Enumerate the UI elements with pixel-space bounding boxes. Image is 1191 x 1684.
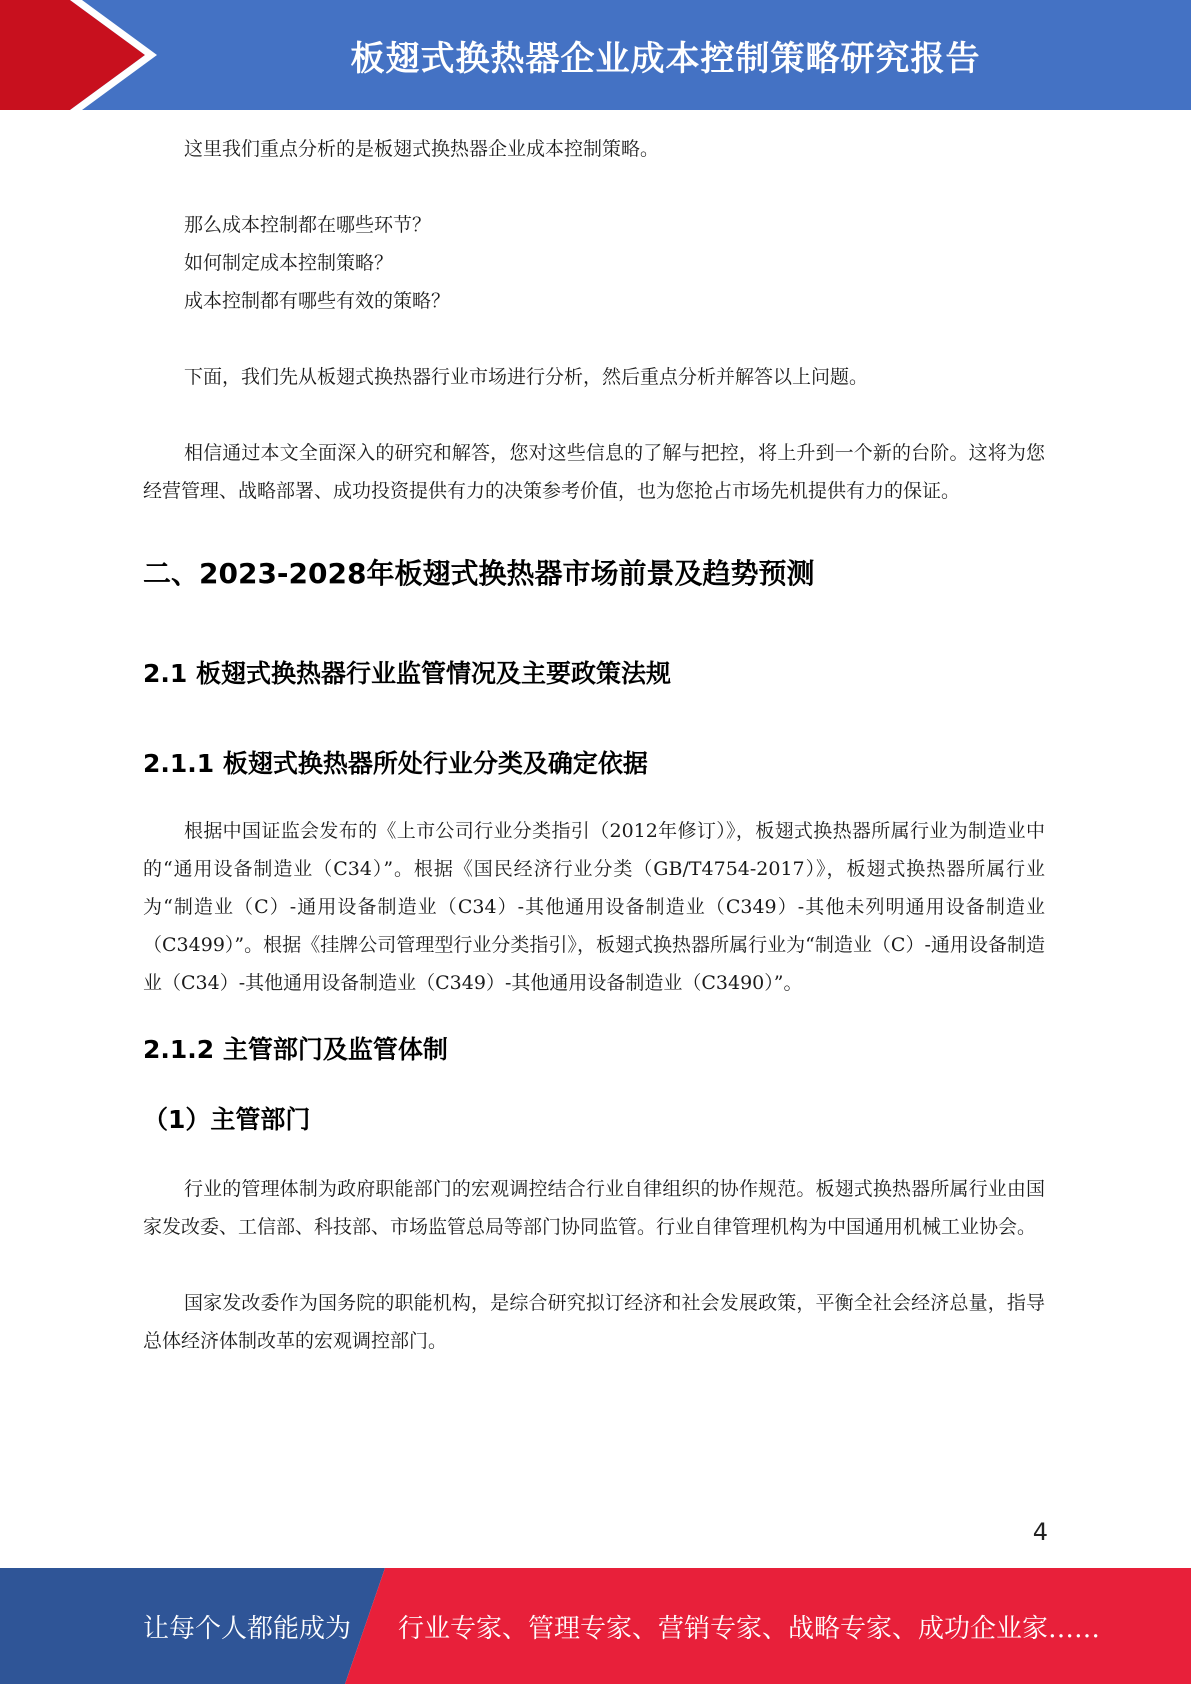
page-header [0,0,1191,110]
page-content [143,130,1045,1360]
next-steps-paragraph: 下面，我们先从板翅式换热器行业市场进行分析，然后重点分析并解答以上问题。 [184,366,869,388]
report-title: 板翅式换热器企业成本控制策略研究报告 [350,38,981,79]
page-number: 4 [1032,1518,1048,1546]
section-2-1-1-heading: 2.1.1 板翅式换热器所处行业分类及确定依据 [143,749,648,778]
question-item: 那么成本控制都在哪些环节？ [184,214,432,236]
management-paragraph: 行业的管理体制为政府职能部门的宏观调控结合行业自律组织的协作规范。板翅式换热器所属行业由国家发改委、工信部、科技部、市场监管总局等部门协同监管。行业自律管理机构为中国通用机械工业协会。 [143,1178,1045,1238]
footer-slogan-right: 行业专家、管理专家、营销专家、战略专家、成功企业家…… [398,1613,1101,1644]
ndrc-paragraph: 国家发改委作为国务院的职能机构，是综合研究拟订经济和社会发展政策，平衡全社会经济总量，指导总体经济体制改革的宏观调控部门。 [143,1292,1045,1352]
footer-slogan-left: 让每个人都能成为 [143,1613,352,1644]
value-paragraph: 相信通过本文全面深入的研究和解答，您对这些信息的了解与把控，将上升到一个新的台阶。这将为您经营管理、战略部署、成功投资提供有力的决策参考价值，也为您抢占市场先机提供有力的保证。 [143,442,1045,502]
question-item: 如何制定成本控制策略？ [184,252,394,274]
section-2-1-2-heading: 2.1.2 主管部门及监管体制 [143,1035,448,1064]
section-2-heading: 二、2023-2028年板翅式换热器市场前景及趋势预测 [143,557,815,590]
subsection-authority-heading: （1）主管部门 [143,1105,311,1134]
classification-paragraph: 根据中国证监会发布的《上市公司行业分类指引（2012年修订）》，板翅式换热器所属行业为制造业中的“通用设备制造业（C34）”。根据《国民经济行业分类（GB/T4754-2017）》，板翅式换热器所属行业为“制造业（C）-通用设备制造业（C34）-其他通用设备制造业（C349）-其他未列明通用设备制造业（C3499）”。根据《挂牌公司管理型行业分类指引》，板翅式换热器所属行业为“制造业（C）-通用设备制造业（C34）-其他通用设备制造业（C349）-其他通用设备制造业（C3490）”。 [143,820,1045,994]
page-footer [0,1568,1191,1684]
intro-paragraph: 这里我们重点分析的是板翅式换热器企业成本控制策略。 [184,138,660,160]
question-list [143,206,1045,320]
question-item: 成本控制都有哪些有效的策略？ [184,290,451,312]
section-2-1-heading: 2.1 板翅式换热器行业监管情况及主要政策法规 [143,659,671,688]
